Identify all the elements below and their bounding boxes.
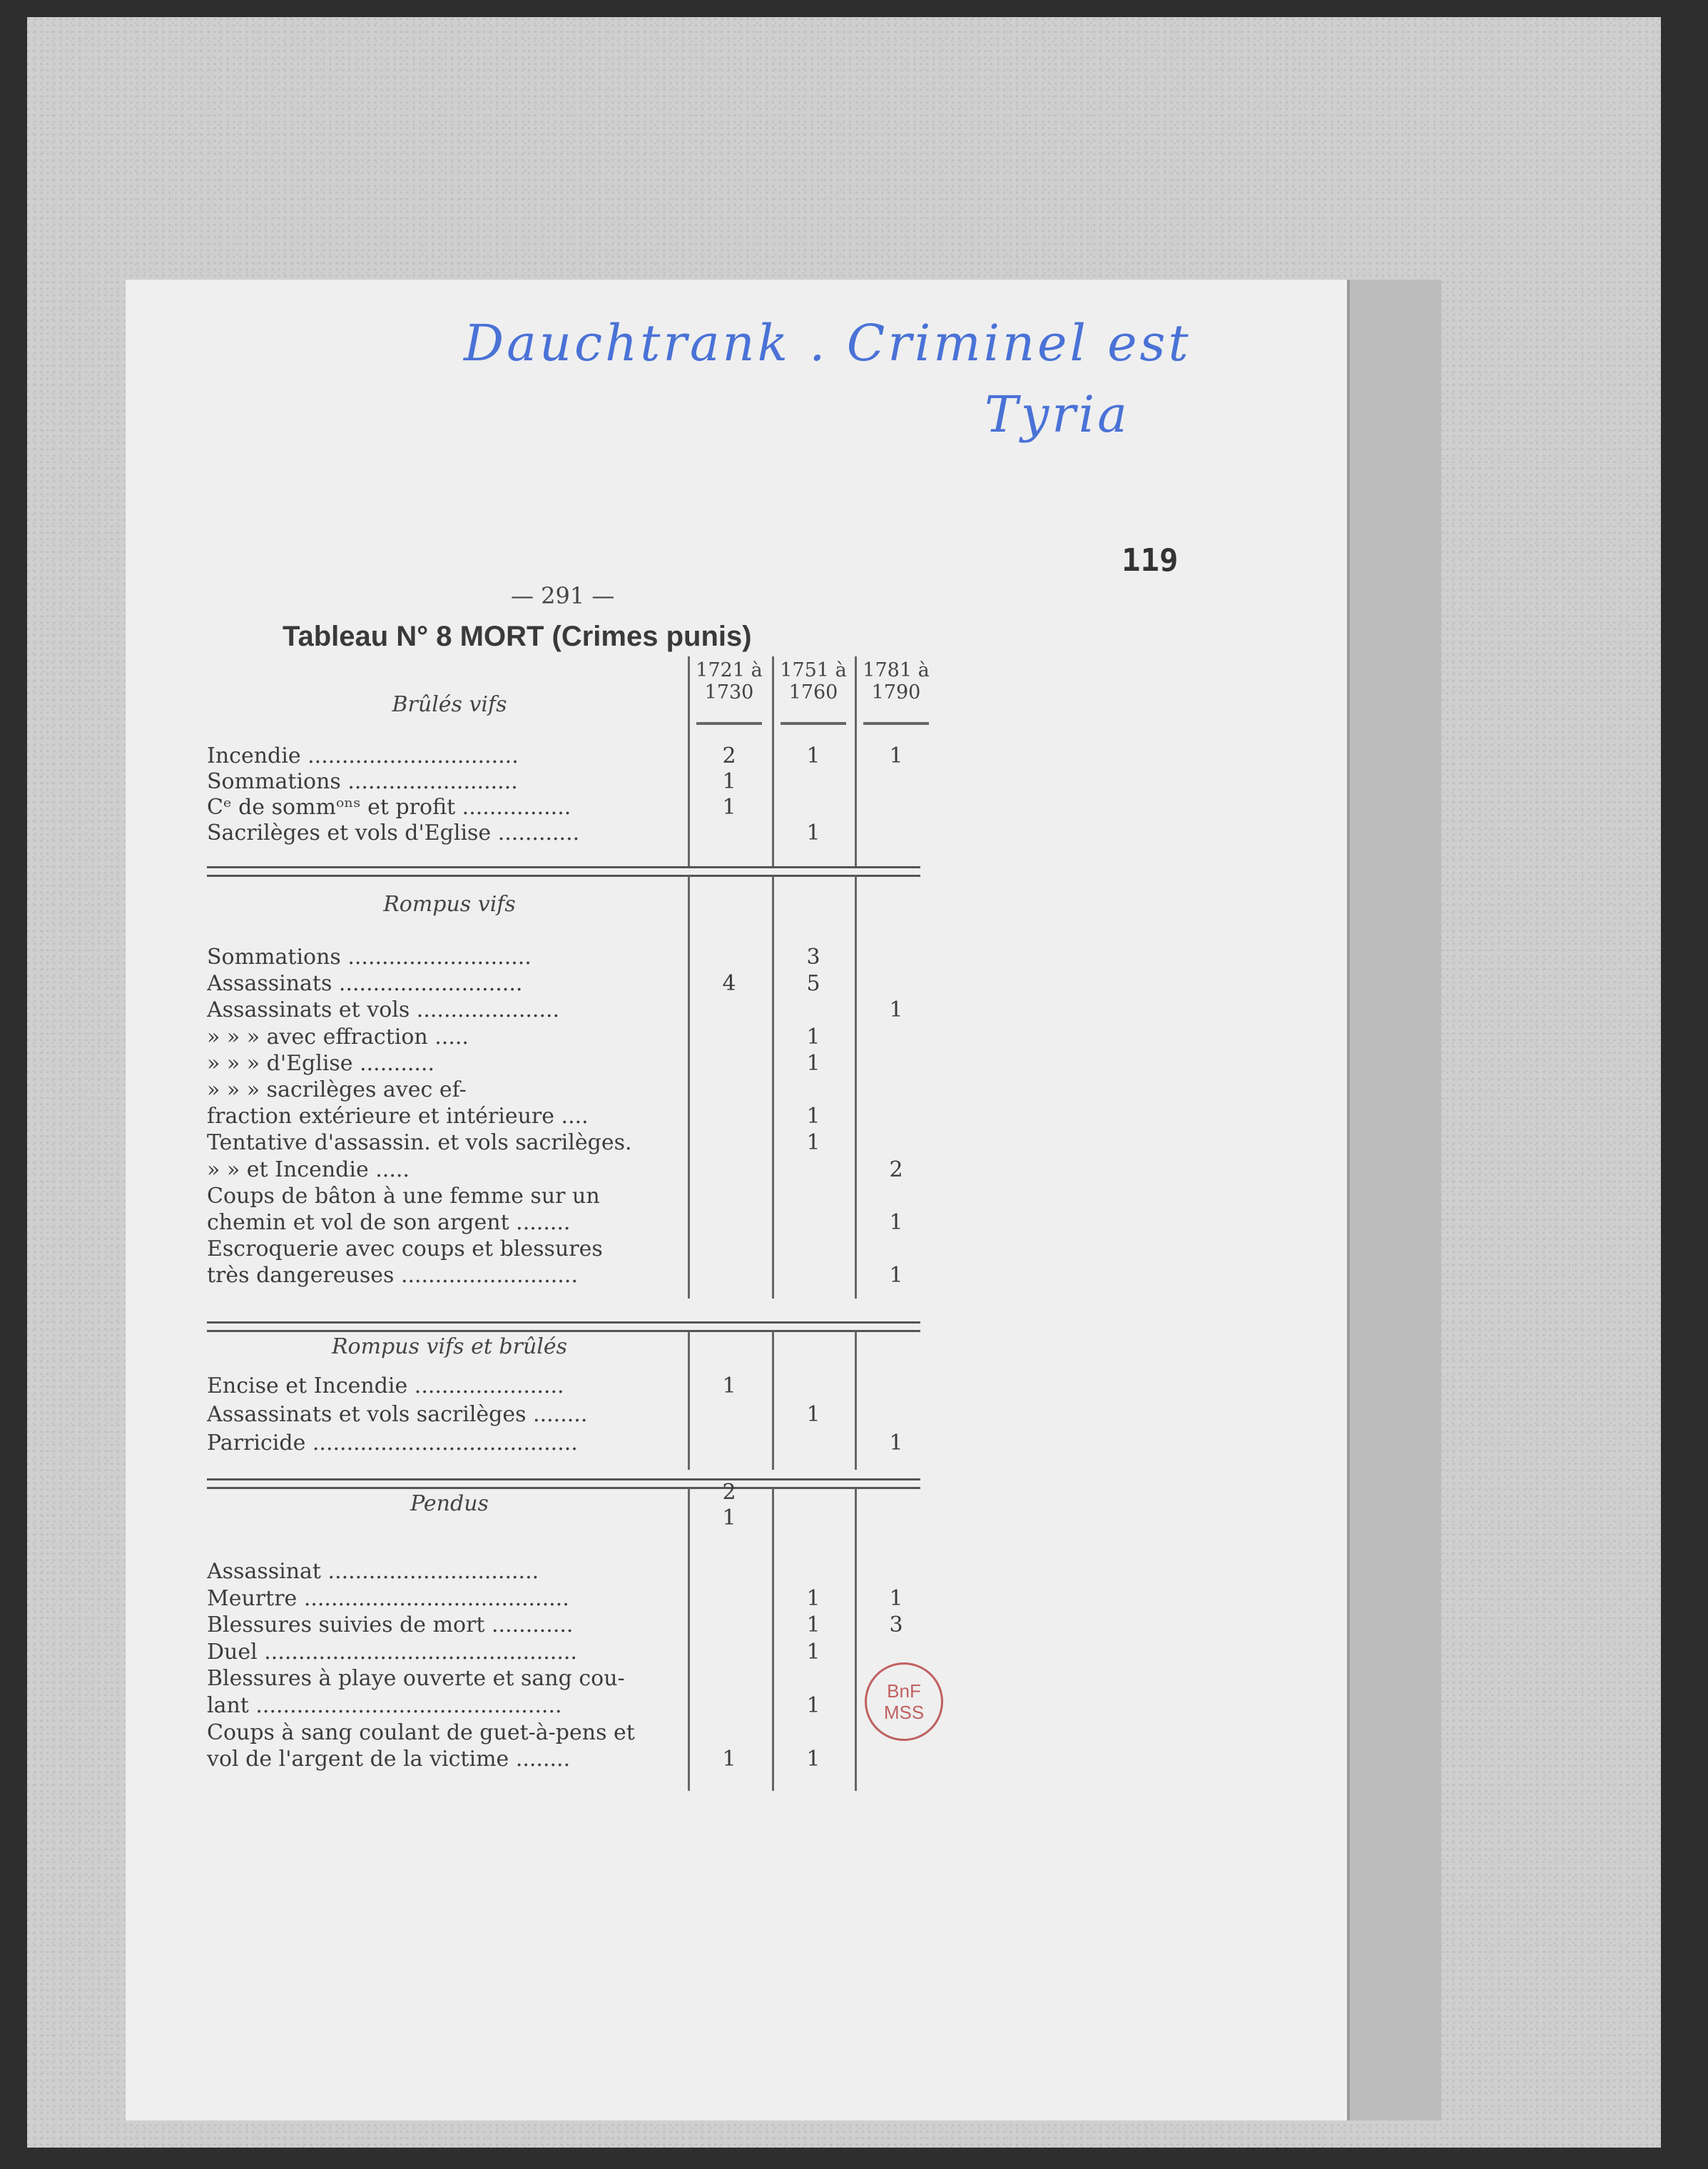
column-divider	[772, 876, 774, 1299]
heading-cell-value: 2 1	[722, 1480, 736, 1530]
table-row-label: Blessures à playe ouverte et sang cou-	[207, 1666, 625, 1692]
stamp-line1: BnF	[887, 1680, 921, 1702]
column-header: 1781 à 1790	[863, 659, 930, 703]
column-header-rule	[696, 722, 762, 725]
table-cell-value: 1	[889, 1263, 903, 1289]
table-row-label: » » et Incendie .....	[207, 1157, 410, 1182]
table-row-label: Assassinats ...........................	[207, 971, 523, 997]
table-cell-value: 1	[806, 1747, 820, 1772]
table-cell-value: 1	[806, 1639, 820, 1665]
table-row-label: » » » d'Eglise ...........	[207, 1050, 434, 1076]
print-page-mark: — 291 —	[511, 582, 615, 609]
section-divider	[207, 1478, 920, 1489]
column-divider	[772, 1331, 774, 1470]
column-header-rule	[863, 722, 929, 725]
table-row-label: » » » avec effraction .....	[207, 1024, 469, 1050]
table-title: Tableau N° 8 MORT (Crimes punis)	[283, 621, 752, 652]
table-cell-value: 1	[889, 1585, 903, 1611]
table-cell-value: 1	[806, 1024, 820, 1050]
table-cell-value: 1	[806, 1104, 820, 1129]
table-row-label: vol de l'argent de la victime ........	[207, 1747, 571, 1772]
handwritten-annotation-line2: Tyria	[985, 385, 1130, 444]
table-cell-value: 1	[889, 997, 903, 1023]
table-cell-value: 3	[889, 1612, 903, 1638]
table-row-label: Cᵉ de sommᵒⁿˢ et profit ................	[207, 795, 571, 820]
table-cell-value: 1	[806, 1693, 820, 1718]
column-divider	[855, 1331, 857, 1470]
column-divider	[855, 1488, 857, 1791]
table-cell-value: 2	[722, 743, 736, 768]
table-row-label: Incendie ...............................	[207, 743, 519, 768]
column-header-rule	[781, 722, 846, 725]
table-row-label: Meurtre .......................................	[207, 1585, 569, 1611]
scan-frame-edge	[1348, 280, 1441, 2120]
column-header: 1751 à 1760	[780, 659, 847, 703]
section-heading: Rompus vifs	[383, 892, 516, 917]
table-cell-value: 1	[722, 769, 736, 794]
table-row-label: Blessures suivies de mort ............	[207, 1612, 574, 1638]
table-row-label: chemin et vol de son argent ........	[207, 1210, 571, 1235]
table-row-label: Encise et Incendie ......................	[207, 1373, 564, 1398]
table-row-label: lant .............................................	[207, 1693, 562, 1718]
table-cell-value: 1	[722, 1373, 736, 1398]
table-cell-value: 4	[722, 971, 736, 997]
column-divider	[855, 876, 857, 1299]
table-row-label: fraction extérieure et intérieure ....	[207, 1104, 589, 1129]
table-cell-value: 1	[806, 743, 820, 768]
table-cell-value: 3	[806, 945, 820, 970]
table-row-label: Assassinat ...............................	[207, 1559, 539, 1584]
table-row-label: » » » sacrilèges avec ef-	[207, 1077, 467, 1102]
table-row-label: Escroquerie avec coups et blessures	[207, 1236, 603, 1262]
table-row-label: Duel ..............................................	[207, 1639, 577, 1665]
table-row-label: très dangereuses ..........................	[207, 1263, 578, 1289]
table-cell-value: 1	[889, 1210, 903, 1235]
table-cell-value: 1	[889, 743, 903, 768]
stamp-line2: MSS	[883, 1702, 925, 1723]
section-heading: Rompus vifs et brûlés	[331, 1334, 568, 1359]
section-divider	[207, 1321, 920, 1332]
section-heading: Brûlés vifs	[392, 692, 507, 717]
table-cell-value: 1	[889, 1431, 903, 1456]
table-cell-value: 1	[806, 1050, 820, 1076]
column-divider	[772, 656, 774, 866]
section-heading: Pendus	[410, 1491, 489, 1516]
column-divider	[772, 1488, 774, 1791]
table-row-label: Assassinats et vols sacrilèges ........	[207, 1402, 588, 1427]
table-row-label: Coups à sang coulant de guet-à-pens et	[207, 1720, 635, 1745]
column-header: 1721 à 1730	[696, 659, 763, 703]
table-cell-value: 1	[806, 1130, 820, 1156]
column-divider	[688, 1488, 690, 1791]
column-divider	[688, 1331, 690, 1470]
bnf-stamp	[865, 1662, 943, 1741]
table-cell-value: 1	[722, 795, 736, 820]
table-cell-value: 5	[806, 971, 820, 997]
table-row-label: Coups de bâton à une femme sur un	[207, 1183, 600, 1209]
handwritten-annotation-line1: Dauchtrank . Criminel est	[464, 314, 1191, 372]
table-cell-value: 2	[889, 1157, 903, 1182]
column-divider	[688, 656, 690, 866]
table-row-label: Assassinats et vols .....................	[207, 997, 560, 1023]
page-number: 119	[1122, 542, 1179, 579]
table-row-label: Sommations .........................	[207, 769, 518, 794]
column-divider	[688, 876, 690, 1299]
table-row-label: Sacrilèges et vols d'Eglise ............	[207, 821, 580, 845]
table-cell-value: 1	[722, 1747, 736, 1772]
table-row-label: Parricide .......................................	[207, 1431, 578, 1456]
table-row-label: Sommations ...........................	[207, 945, 532, 970]
table-cell-value: 1	[806, 1612, 820, 1638]
table-row-label: Tentative d'assassin. et vols sacrilèges.	[207, 1130, 632, 1156]
section-divider	[207, 866, 920, 877]
table-cell-value: 1	[806, 821, 820, 845]
column-divider	[855, 656, 857, 866]
table-cell-value: 1	[806, 1585, 820, 1611]
table-cell-value: 1	[806, 1402, 820, 1427]
